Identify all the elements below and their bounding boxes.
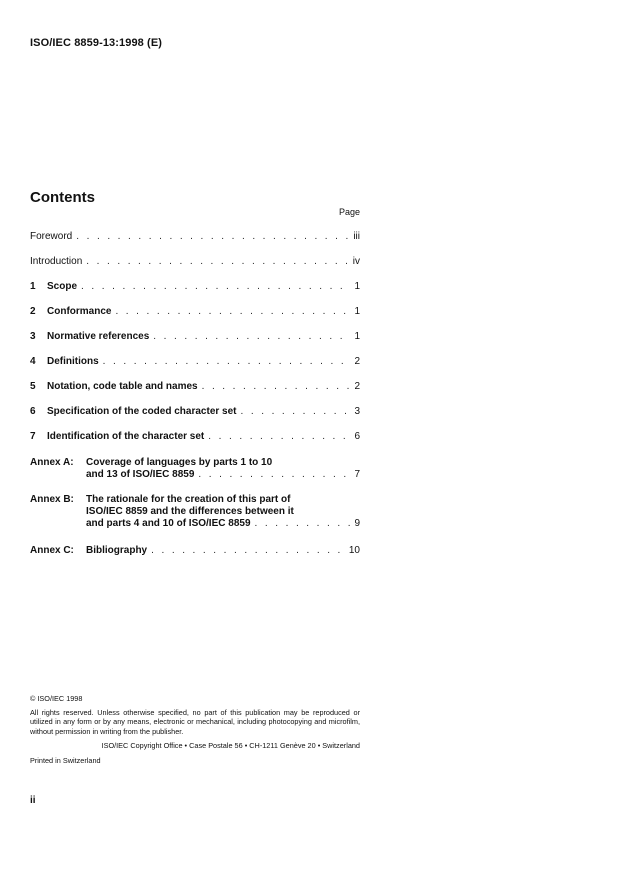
toc-entry-page: 2 — [354, 381, 360, 392]
toc-entry-title: Introduction — [30, 256, 83, 267]
toc-entry-number: 3 — [30, 331, 36, 342]
toc-entry-page: 1 — [354, 281, 360, 292]
dot-leader — [86, 256, 349, 268]
toc-entry-page: 3 — [354, 406, 360, 417]
toc-entry-page: 9 — [354, 518, 360, 529]
toc-entry-title: Definitions — [47, 356, 99, 367]
dot-leader — [115, 306, 350, 318]
toc-entry-number: 4 — [30, 356, 36, 367]
dot-leader — [241, 406, 351, 418]
page-number: ii — [30, 795, 36, 806]
toc-entry-page: 10 — [348, 545, 360, 556]
toc-entry-notation[interactable] — [30, 381, 360, 393]
copyright-notice — [30, 694, 360, 765]
dot-leader — [153, 331, 350, 343]
toc-entry-specification[interactable] — [30, 406, 360, 418]
annex-label: Annex B: — [30, 494, 74, 505]
dot-leader — [208, 431, 350, 443]
dot-leader — [81, 281, 350, 293]
toc-entry-page: 7 — [354, 469, 360, 480]
toc-entry-scope[interactable] — [30, 281, 360, 293]
document-header: ISO/IEC 8859-13:1998 (E) — [30, 37, 163, 49]
toc-entry-title: Normative references — [47, 331, 150, 342]
toc-entry-introduction[interactable] — [30, 256, 360, 268]
toc-entry-normative-references[interactable] — [30, 331, 360, 343]
toc-entry-page: iii — [353, 231, 360, 242]
dot-leader — [151, 545, 345, 557]
contents-title: Contents — [30, 189, 95, 206]
toc-entry-annex-c[interactable] — [30, 545, 360, 557]
toc-entry-annex-b[interactable] — [30, 494, 360, 530]
rights-statement: All rights reserved. Unless otherwise specified, no part of this publication may be reproduced or utilized in any form or by any means, electronic or mechanical, including photocopying and microfilm, without permission in writing from the publisher. — [30, 708, 360, 736]
toc-entry-page: 2 — [354, 356, 360, 367]
toc-entry-title-continued: and 13 of ISO/IEC 8859 — [86, 469, 195, 480]
toc-entry-title: Identification of the character set — [47, 431, 205, 442]
dot-leader — [76, 231, 349, 243]
toc-entry-title-continued: ISO/IEC 8859 and the differences between it — [86, 506, 294, 517]
toc-entry-title: Notation, code table and names — [47, 381, 198, 392]
toc-entry-title: The rationale for the creation of this part of — [86, 494, 291, 505]
toc-entry-number: 2 — [30, 306, 36, 317]
toc-entry-title: Scope — [47, 281, 78, 292]
printed-in: Printed in Switzerland — [30, 756, 101, 766]
toc-entry-title: Bibliography — [86, 545, 148, 556]
toc-entry-foreword[interactable] — [30, 231, 360, 243]
toc-entry-page: 1 — [354, 331, 360, 342]
copyright-line: © ISO/IEC 1998 — [30, 694, 83, 703]
annex-label: Annex C: — [30, 545, 74, 556]
toc-entry-title: Conformance — [47, 306, 112, 317]
toc-entry-title: Foreword — [30, 231, 73, 242]
toc-entry-number: 7 — [30, 431, 36, 442]
toc-entry-page: 1 — [354, 306, 360, 317]
toc-entry-page: iv — [352, 256, 360, 267]
toc-entry-page: 6 — [354, 431, 360, 442]
toc-entry-number: 1 — [30, 281, 36, 292]
toc-entry-annex-a[interactable] — [30, 457, 360, 481]
toc-entry-conformance[interactable] — [30, 306, 360, 318]
toc-entry-title: Coverage of languages by parts 1 to 10 — [86, 457, 273, 468]
toc-entry-number: 5 — [30, 381, 36, 392]
dot-leader — [198, 469, 350, 481]
dot-leader — [202, 381, 351, 393]
page-column-label: Page — [338, 207, 360, 217]
dot-leader — [103, 356, 351, 368]
toc-entry-identification[interactable] — [30, 431, 360, 443]
toc-entry-title: Specification of the coded character set — [47, 406, 237, 417]
toc-entry-title-continued: and parts 4 and 10 of ISO/IEC 8859 — [86, 518, 251, 529]
copyright-office-address: ISO/IEC Copyright Office • Case Postale 56 • CH-1211 Genève 20 • Switzerland — [101, 740, 360, 750]
annex-label: Annex A: — [30, 457, 74, 468]
toc-entry-number: 6 — [30, 406, 36, 417]
toc-entry-definitions[interactable] — [30, 356, 360, 368]
dot-leader — [255, 518, 351, 530]
